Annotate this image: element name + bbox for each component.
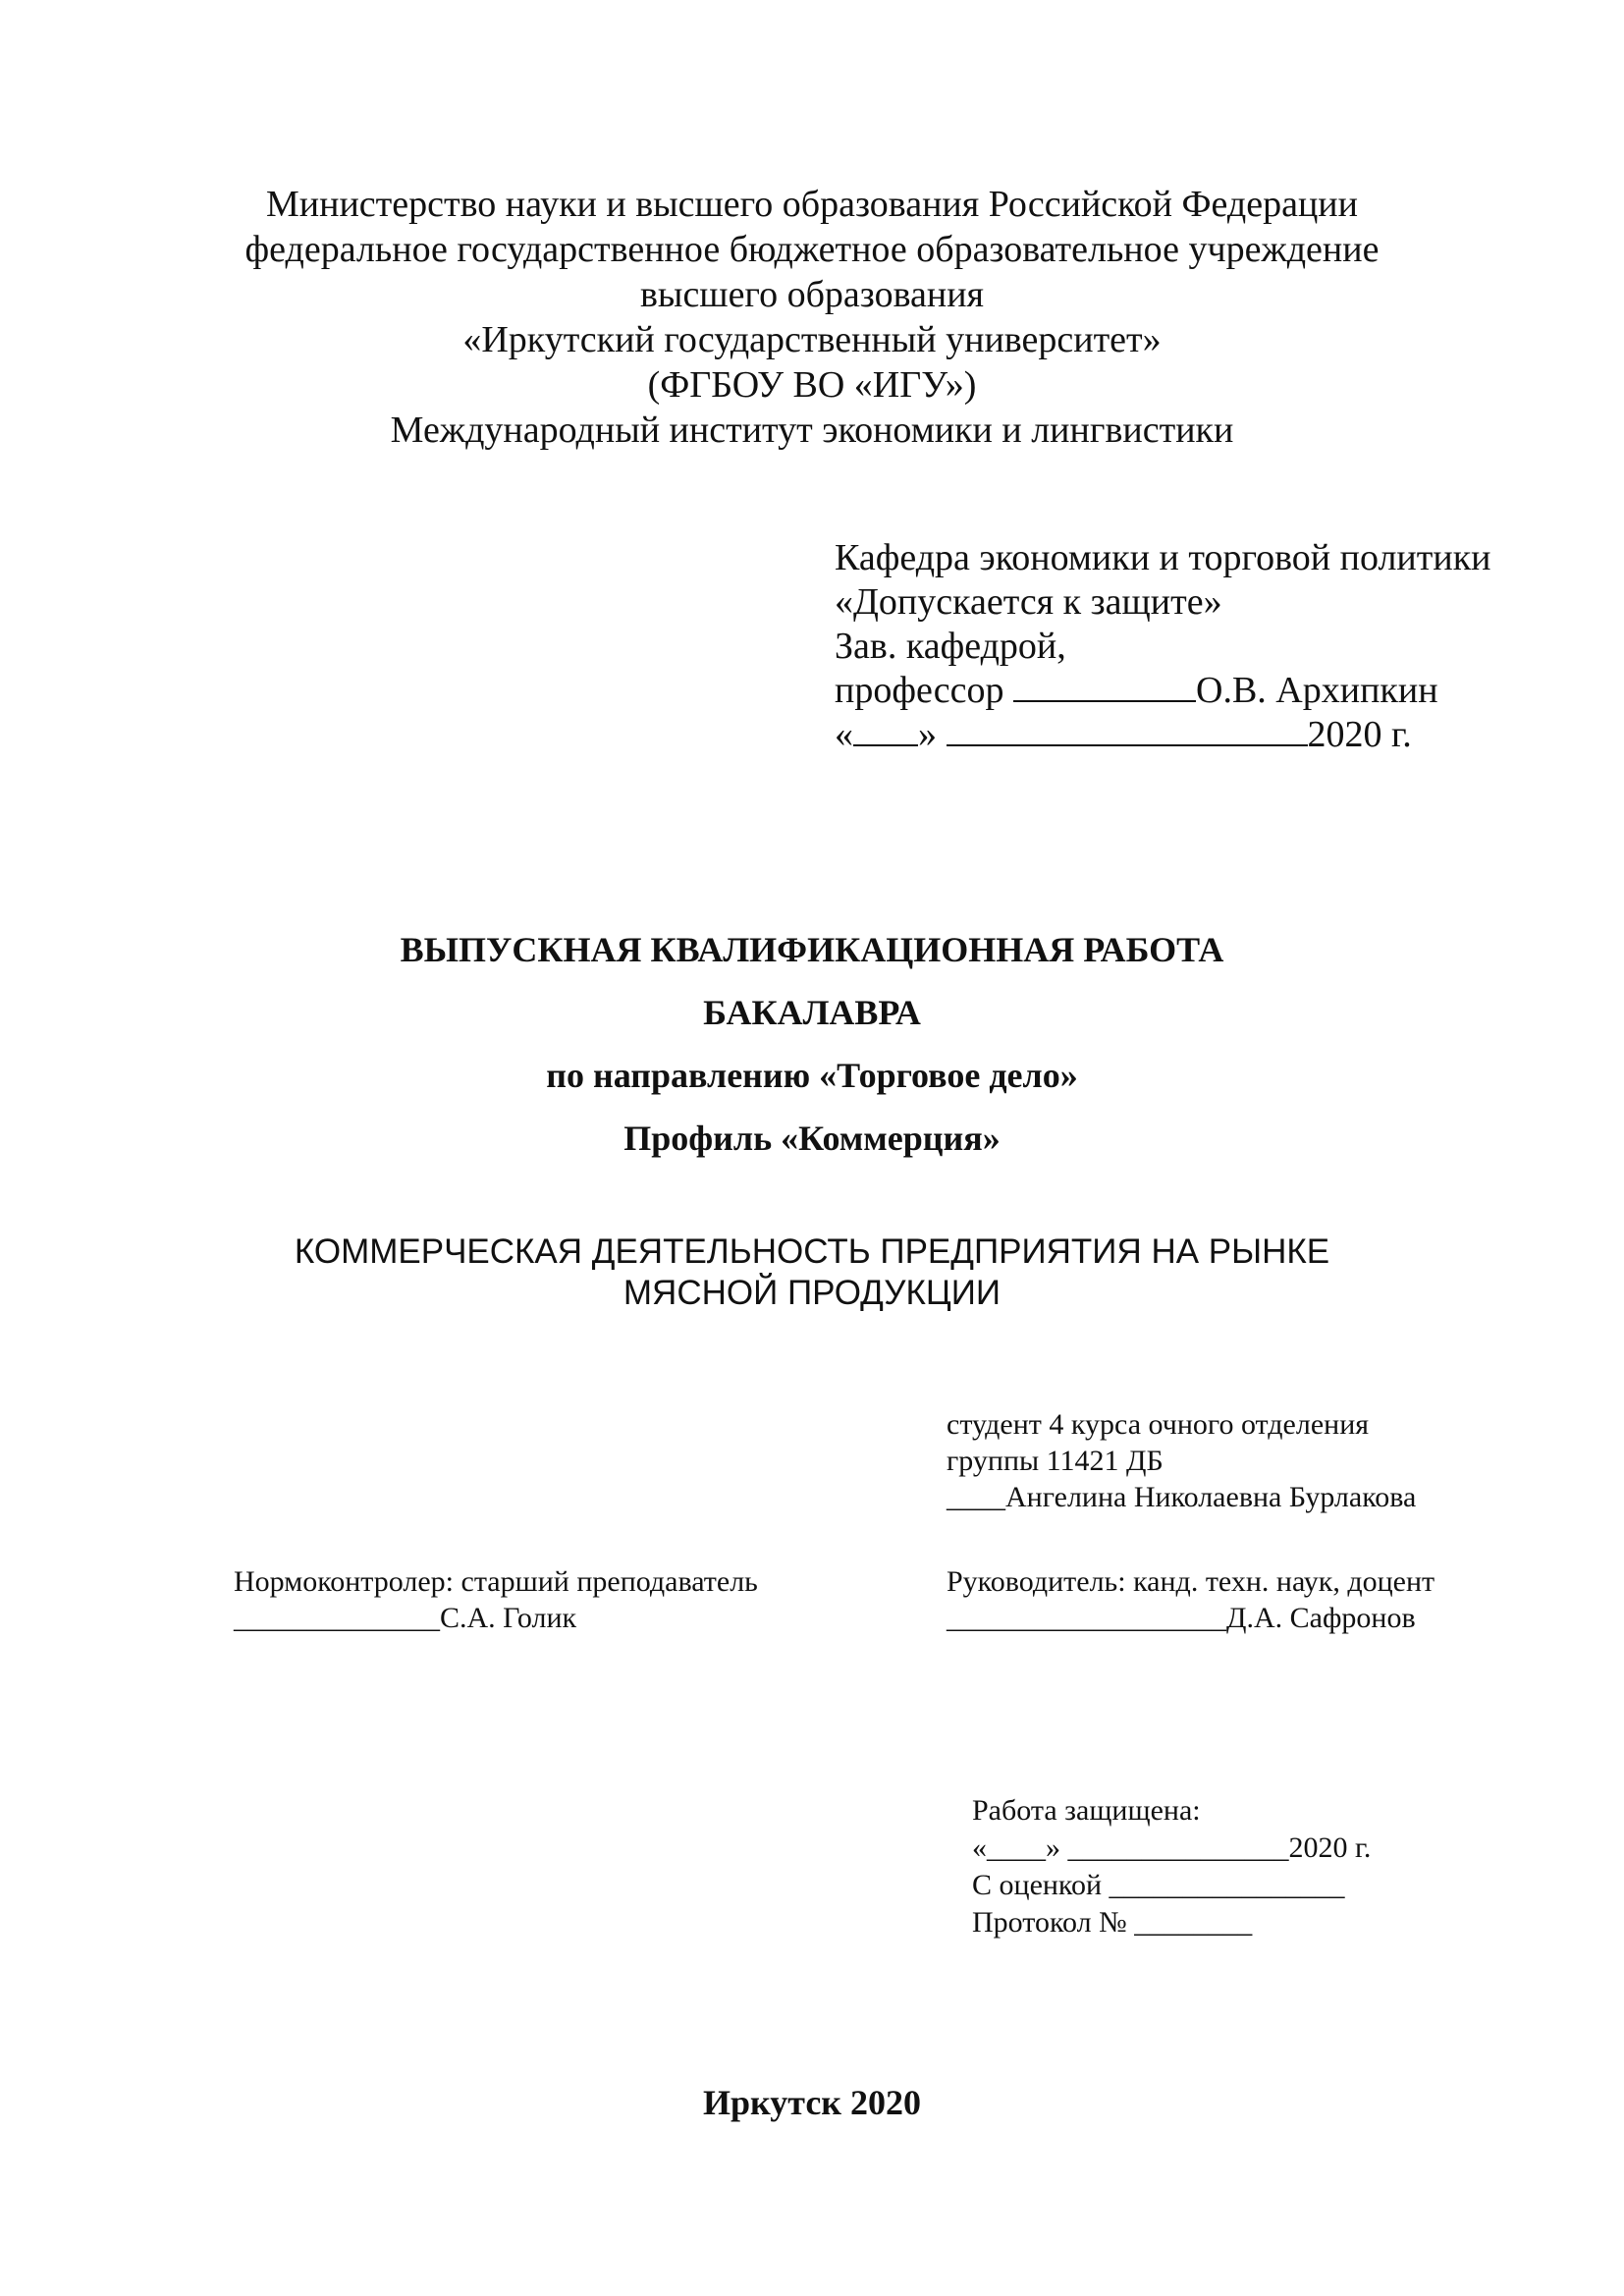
month-blank [947, 715, 1308, 746]
work-type-line-2: БАКАЛАВРА [703, 993, 921, 1032]
supervisor-label: Руководитель: канд. техн. наук, доцент [947, 1565, 1435, 1598]
approval-date-row [835, 713, 1491, 757]
norm-controller-label: Нормоконтролер: старший преподаватель [234, 1565, 758, 1598]
defense-date: «____» _______________2020 г. [972, 1831, 1372, 1864]
student-group: группы 11421 ДБ [947, 1445, 1164, 1477]
work-title-block [0, 918, 1624, 1170]
topic-line-1: КОММЕРЧЕСКАЯ ДЕЯТЕЛЬНОСТЬ ПРЕДПРИЯТИЯ НА РЫНКЕ [294, 1232, 1330, 1271]
defense-block [972, 1792, 1371, 1941]
student-block [947, 1406, 1416, 1515]
profile-line: Профиль «Коммерция» [623, 1119, 1001, 1158]
admission-label: «Допускается к защите» [835, 581, 1222, 623]
professor-label: профессор [835, 670, 1014, 711]
university-abbr-line: (ФГБОУ ВО «ИГУ») [647, 364, 977, 406]
city-year: Иркутск 2020 [702, 2083, 922, 2122]
education-level-line: высшего образования [639, 274, 985, 315]
signature-blank [1013, 671, 1196, 702]
work-type-line-1: ВЫПУСКНАЯ КВАЛИФИКАЦИОННАЯ РАБОТА [400, 930, 1224, 969]
institution-header [0, 182, 1624, 453]
department-name: Кафедра экономики и торговой политики [835, 537, 1491, 578]
defense-protocol: Протокол № ________ [972, 1906, 1253, 1939]
professor-name: О.В. Архипкин [1196, 670, 1438, 711]
norm-controller-signature: ______________С.А. Голик [234, 1602, 577, 1634]
ministry-line: Министерство науки и высшего образования Российской Федерации [266, 184, 1358, 225]
date-open-quote: « [835, 714, 853, 755]
topic-line-2: МЯСНОЙ ПРОДУКЦИИ [623, 1274, 1001, 1312]
head-label: Зав. кафедрой, [835, 626, 1066, 667]
university-name-line: «Иркутский государственный университет» [462, 319, 1162, 360]
student-course: студент 4 курса очного отделения [947, 1408, 1370, 1441]
supervisor-signature: ___________________Д.А. Сафронов [947, 1602, 1416, 1634]
norm-controller-block [234, 1563, 758, 1636]
supervisor-block [947, 1563, 1435, 1636]
institution-type-line: федеральное государственное бюджетное образовательное учреждение [244, 229, 1380, 270]
student-name: ____Ангелина Николаевна Бурлакова [947, 1481, 1417, 1513]
thesis-topic [0, 1231, 1624, 1314]
defense-grade: С оценкой ________________ [972, 1869, 1345, 1901]
day-blank [853, 715, 918, 746]
date-close-quote: » [918, 714, 947, 755]
department-approval-block [835, 536, 1491, 757]
professor-signature-row [835, 669, 1491, 713]
institute-line: Международный институт экономики и лингвистики [390, 410, 1234, 451]
direction-line: по направлению «Торговое дело» [546, 1056, 1078, 1095]
defense-label: Работа защищена: [972, 1794, 1201, 1827]
approval-year: 2020 г. [1307, 714, 1412, 755]
